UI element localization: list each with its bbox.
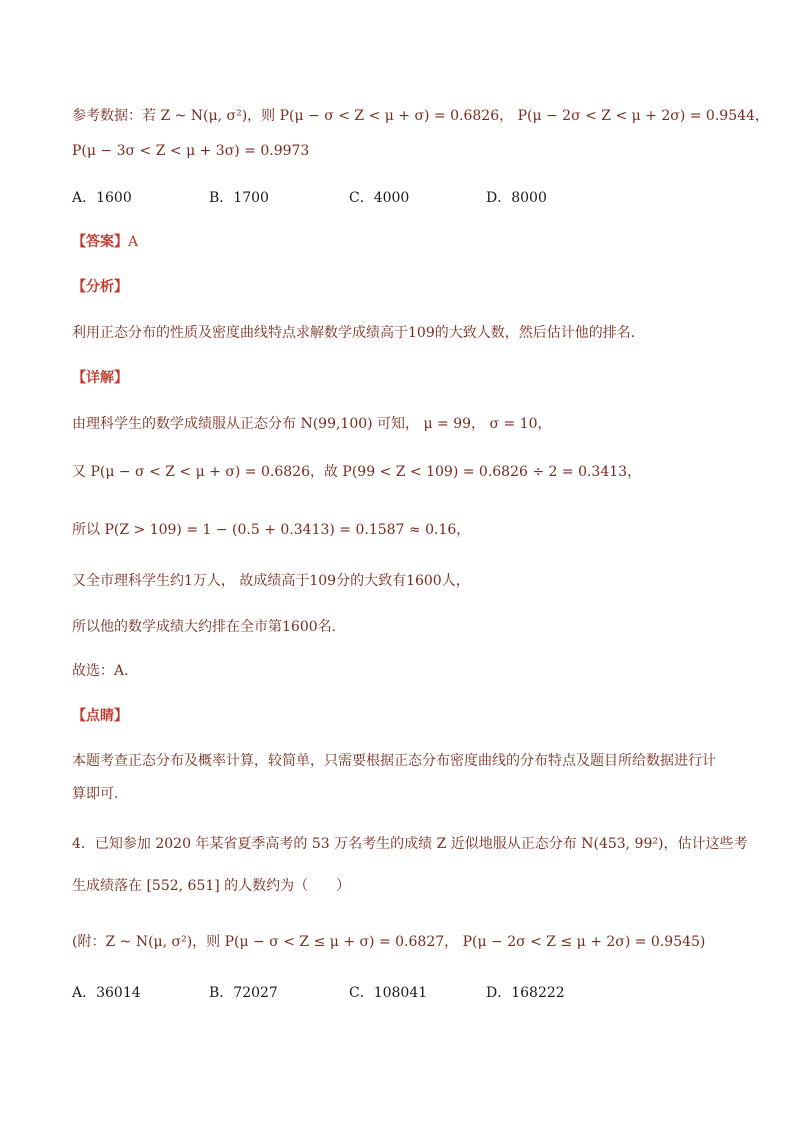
detail-line-3: 所以 P(Z > 109) = 1 − (0.5 + 0.3413) = 0.1587 ≈ 0.16， — [72, 522, 471, 538]
q4-reference-line: (附：Z ~ N(μ, σ²)，则 P(μ − σ < Z ≤ μ + σ) = 0.6827， P(μ − 2σ < Z ≤ μ + 2σ) = 0.9545) — [72, 934, 706, 950]
q4-choice-a: A．36014 — [72, 985, 141, 1001]
q4-choice-b: B．72027 — [209, 985, 278, 1001]
analysis-tag: 【分析】 — [72, 279, 128, 295]
detail-line-6: 故选：A. — [72, 663, 129, 679]
comment-line-2: 算即可. — [72, 786, 119, 802]
reference-data-line-1: 参考数据：若 Z ~ N(μ, σ²)，则 P(μ − σ < Z < μ + σ) = 0.6826， P(μ − 2σ < Z < μ + 2σ) = 0.9544， — [72, 108, 769, 124]
q3-choice-c: C．4000 — [349, 190, 410, 206]
q4-choice-d: D．168222 — [486, 985, 565, 1001]
detail-line-1: 由理科学生的数学成绩服从正态分布 N(99,100) 可知， μ = 99， σ = 10， — [72, 416, 552, 432]
detail-line-5: 所以他的数学成绩大约排在全市第1600名. — [72, 619, 337, 635]
comment-tag: 【点睛】 — [72, 708, 128, 724]
q4-choices — [72, 983, 692, 1003]
q4-choice-c: C．108041 — [349, 985, 428, 1001]
detail-tag: 【详解】 — [72, 370, 128, 386]
detail-line-2: 又 P(μ − σ < Z < μ + σ) = 0.6826，故 P(99 < Z < 109) = 0.6826 ÷ 2 = 0.3413， — [72, 464, 642, 480]
answer-tag: 【答案】 — [72, 234, 128, 250]
reference-data-line-2: P(μ − 3σ < Z < μ + 3σ) = 0.9973 — [72, 143, 310, 159]
comment-line-1: 本题考查正态分布及概率计算，较简单，只需要根据正态分布密度曲线的分布特点及题目所给数据进行计 — [72, 753, 716, 769]
q3-choice-d: D．8000 — [486, 190, 547, 206]
q3-choices — [72, 188, 692, 208]
q3-choice-b: B．1700 — [209, 190, 269, 206]
q4-stem-line-2: 生成绩落在 [552, 651] 的人数约为（ ） — [72, 878, 351, 894]
q3-choice-a: A．1600 — [72, 190, 132, 206]
answer-value: A — [128, 234, 139, 250]
analysis-text: 利用正态分布的性质及密度曲线特点求解数学成绩高于109的大致人数，然后估计他的排名. — [72, 325, 636, 341]
detail-line-4: 又全市理科学生约1万人， 故成绩高于109分的大致有1600人， — [72, 573, 470, 589]
answer-line — [72, 232, 138, 252]
q4-stem-line-1: 4．已知参加 2020 年某省夏季高考的 53 万名考生的成绩 Z 近似地服从正态分布 N(453, 99²)，估计这些考 — [72, 836, 748, 852]
